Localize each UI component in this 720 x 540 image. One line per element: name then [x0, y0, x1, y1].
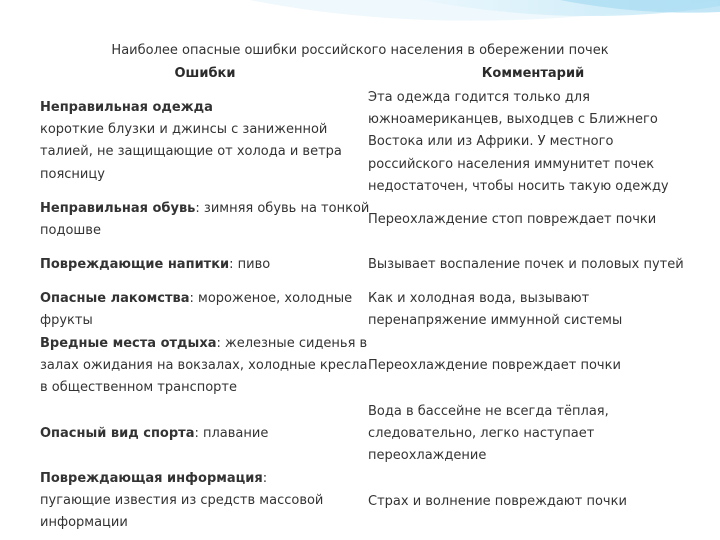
error-label-suffix: : плавание — [194, 426, 269, 441]
error-cell-drinks — [40, 254, 270, 276]
comment-line: Переохлаждение стоп повреждает почки — [368, 212, 657, 227]
comment-line: Переохлаждение повреждает почки — [368, 358, 621, 373]
error-label: Опасный вид спорта — [40, 426, 195, 441]
error-label: Повреждающие напитки — [40, 257, 230, 272]
column-header-comments: Комментарий — [481, 66, 585, 81]
comment-line: Эта одежда годится только для — [368, 90, 590, 105]
error-line: поясницу — [40, 166, 105, 182]
error-label: Неправильная одежда — [40, 100, 213, 115]
error-label: Повреждающая информация — [40, 471, 263, 486]
error-line: фрукты — [40, 313, 93, 329]
error-label: Вредные места отдыха — [40, 336, 217, 351]
error-cell-information — [40, 468, 323, 535]
comment-cell-information — [368, 491, 627, 513]
error-line: пугающие известия из средств массовой — [40, 493, 324, 509]
comment-line: Вызывает воспаление почек и половых путей — [368, 257, 684, 272]
comment-line: Вода в бассейне не всегда тёплая, — [368, 404, 609, 419]
error-line: в общественном транспорте — [40, 380, 237, 396]
error-label: Неправильная обувь — [40, 201, 196, 216]
error-cell-treats — [40, 288, 352, 332]
error-label: Опасные лакомства — [40, 291, 190, 306]
error-cell-sport — [40, 423, 268, 445]
column-header-errors: Ошибки — [174, 66, 236, 81]
comment-cell-treats — [368, 288, 622, 332]
comment-line: недостаточен, чтобы носить такую одежду — [368, 178, 669, 194]
comment-cell-clothing — [368, 87, 669, 198]
comment-line: российского населения иммунитет почек — [368, 156, 655, 172]
error-label-suffix: : мороженое, холодные — [189, 291, 353, 306]
comment-line: следовательно, легко наступает — [368, 426, 595, 442]
comment-line: южноамериканцев, выходцев с Ближнего — [368, 112, 658, 128]
error-label-suffix: : железные сиденья в — [216, 336, 368, 351]
error-line: короткие блузки и джинсы с заниженной — [40, 122, 328, 138]
error-label-suffix: : зимняя обувь на тонкой — [195, 201, 370, 216]
comment-line: Страх и волнение повреждают почки — [368, 494, 627, 509]
error-line: талией, не защищающие от холода и ветра — [40, 144, 342, 160]
comment-line: Востока или из Африки. У местного — [368, 134, 614, 150]
error-line: залах ожидания на вокзалах, холодные кресла — [40, 358, 368, 374]
error-cell-footwear — [40, 198, 369, 242]
comment-line: Как и холодная вода, вызывают — [368, 291, 590, 306]
error-line: подошве — [40, 223, 101, 239]
comment-line: переохлаждение — [368, 448, 487, 464]
comment-cell-rest-places — [368, 355, 621, 377]
error-label-suffix: : — [262, 471, 268, 486]
comment-cell-footwear — [368, 209, 656, 231]
slide-title: Наиболее опасные ошибки российского населения в обережении почек — [111, 43, 609, 58]
error-line: информации — [40, 515, 128, 531]
comment-line: перенапряжение иммунной системы — [368, 313, 623, 329]
error-cell-clothing — [40, 97, 342, 186]
comment-cell-sport — [368, 401, 609, 468]
error-cell-rest-places — [40, 333, 367, 400]
error-label-suffix: : пиво — [229, 257, 271, 272]
comment-cell-drinks — [368, 254, 684, 276]
